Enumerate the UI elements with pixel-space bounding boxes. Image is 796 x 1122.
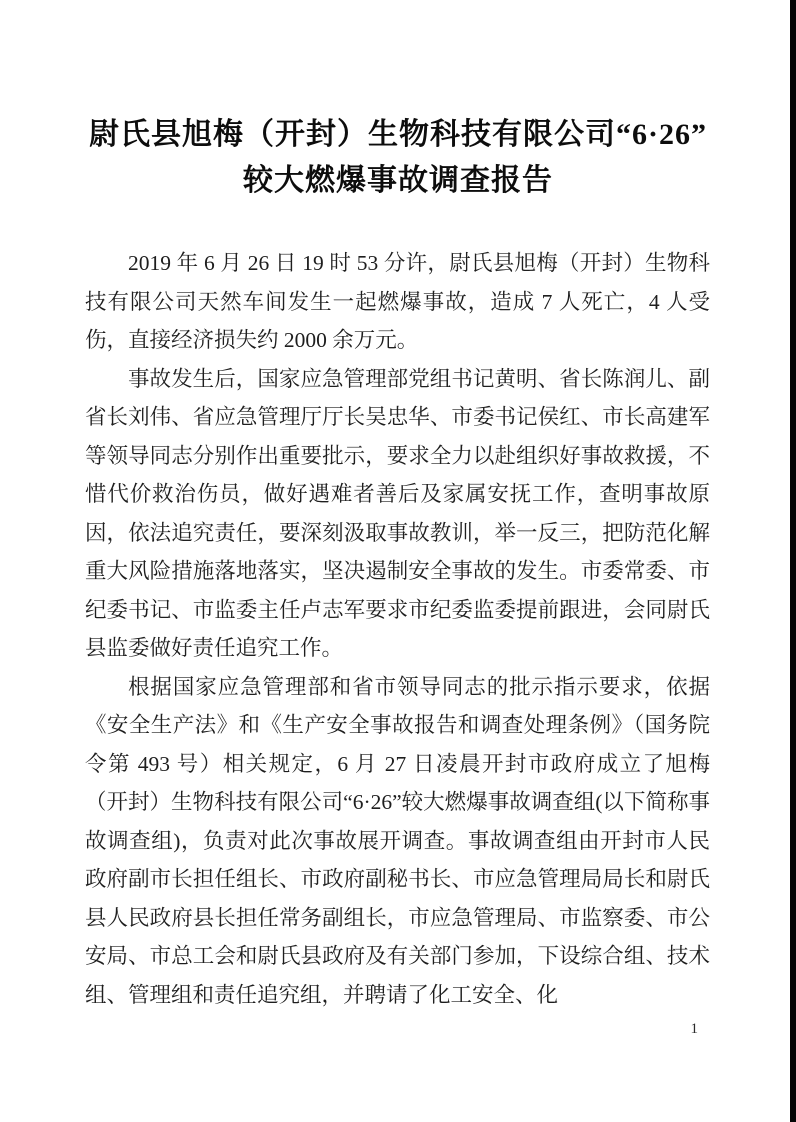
- report-title-line-2: 较大燃爆事故调查报告: [243, 164, 553, 197]
- paragraph-leader-instructions: 事故发生后，国家应急管理部党组书记黄明、省长陈润儿、副省长刘伟、省应急管理厅厅长吴忠华、市委书记侯红、市长高建军等领导同志分别作出重要批示，要求全力以赴组织好事故救援，不惜代价救治伤员，做好遇难者善后及家属安抚工作，查明事故原因，依法追究责任，要深刻汲取事故教训，举一反三，把防范化解重大风险措施落地落实，坚决遏制安全事故的发生。市委常委、市纪委书记、市监委主任卢志军要求市纪委监委提前跟进，会同尉氏县监委做好责任追究工作。: [85, 366, 710, 660]
- report-title-line-1: 尉氏县旭梅（开封）生物科技有限公司“6·26”: [88, 118, 707, 151]
- paragraph-investigation-team: 根据国家应急管理部和省市领导同志的批示指示要求，依据《安全生产法》和《生产安全事故报告和调查处理条例》（国务院令第 493 号）相关规定，6 月 27 日凌晨开封市政府成立了旭梅（开封）生物科技有限公司“6·26”较大燃爆事故调查组(以下简称事故调查组)，负责对此次事故展开调查。事故调查组由开封市人民政府副市长担任组长、市政府副秘书长、市应急管理局局长和尉氏县人民政府县长担任常务副组长，市应急管理局、市监察委、市公安局、市总工会和尉氏县政府及有关部门参加，下设综合组、技术组、管理组和责任追究组，并聘请了化工安全、化: [85, 674, 710, 1007]
- scan-edge-artifact: [790, 0, 796, 1122]
- report-title: [60, 112, 736, 204]
- paragraph-incident-summary: 2019 年 6 月 26 日 19 时 53 分许，尉氏县旭梅（开封）生物科技有限公司天然车间发生一起燃爆事故，造成 7 人死亡，4 人受伤，直接经济损失约 2000 余万元。: [85, 251, 710, 352]
- report-body: [85, 244, 710, 1014]
- page-number: 1: [690, 1021, 698, 1037]
